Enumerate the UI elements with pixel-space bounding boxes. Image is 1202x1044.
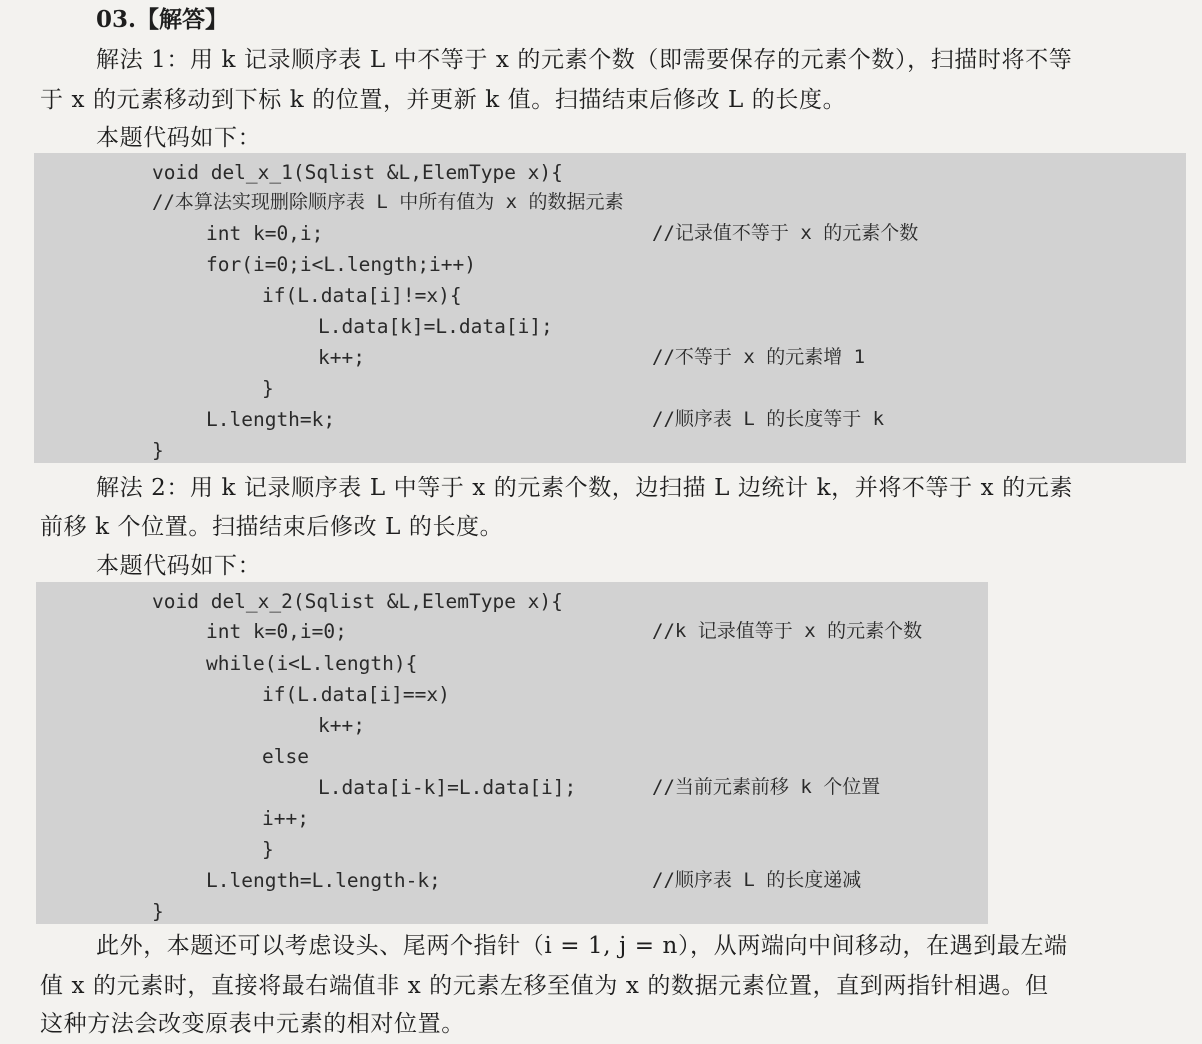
code1-line: for(i=0;i<L.length;i++) — [206, 253, 477, 276]
code2-line: int k=0,i=0; — [206, 620, 347, 643]
code1-line: if(L.data[i]!=x){ — [262, 284, 462, 307]
code1-line: int k=0,i; — [206, 222, 324, 245]
code2-comment: //当前元素前移 k 个位置 — [652, 776, 881, 798]
code1-comment: //记录值不等于 x 的元素个数 — [652, 222, 919, 244]
code1-line: void del_x_1(Sqlist &L,ElemType x){ — [152, 161, 563, 184]
code2-line: i++; — [262, 807, 309, 830]
code2-line: if(L.data[i]==x) — [262, 683, 450, 706]
code2-line: } — [152, 900, 164, 923]
method1-line1: 解法 1：用 k 记录顺序表 L 中不等于 x 的元素个数（即需要保存的元素个数），扫描时将不等 — [96, 47, 1073, 73]
code1-line: L.data[k]=L.data[i]; — [318, 315, 553, 338]
code2-line: k++; — [318, 714, 365, 737]
code1-line: } — [262, 377, 274, 400]
code1-line: k++; — [318, 346, 365, 369]
code2-line: while(i<L.length){ — [206, 652, 418, 675]
code1-line: } — [152, 439, 164, 462]
method1-code-intro: 本题代码如下： — [96, 125, 262, 151]
code1-line: //本算法实现删除顺序表 L 中所有值为 x 的数据元素 — [152, 191, 624, 213]
method1-line2: 于 x 的元素移动到下标 k 的位置，并更新 k 值。扫描结束后修改 L 的长度。 — [40, 87, 847, 113]
closing-line3: 这种方法会改变原表中元素的相对位置。 — [40, 1011, 465, 1037]
method2-line2: 前移 k 个位置。扫描结束后修改 L 的长度。 — [40, 514, 504, 540]
method2-code-intro: 本题代码如下： — [96, 553, 262, 579]
code1-comment: //不等于 x 的元素增 1 — [652, 346, 866, 368]
answer-heading: 03.【解答】 — [96, 6, 229, 33]
code1-line: L.length=k; — [206, 408, 336, 431]
method2-line1: 解法 2：用 k 记录顺序表 L 中等于 x 的元素个数，边扫描 L 边统计 k，并将不等于 x 的元素 — [96, 475, 1073, 501]
code2-comment: //顺序表 L 的长度递减 — [652, 869, 862, 891]
code2-line: L.data[i-k]=L.data[i]; — [318, 776, 577, 799]
code2-line: L.length=L.length-k; — [206, 869, 441, 892]
code1-comment: //顺序表 L 的长度等于 k — [652, 408, 885, 430]
code2-line: } — [262, 838, 274, 861]
code2-line: void del_x_2(Sqlist &L,ElemType x){ — [152, 590, 563, 613]
code2-line: else — [262, 745, 309, 768]
code2-comment: //k 记录值等于 x 的元素个数 — [652, 620, 923, 642]
closing-line2: 值 x 的元素时，直接将最右端值非 x 的元素左移至值为 x 的数据元素位置，直到两指针相遇。但 — [40, 973, 1049, 999]
closing-line1: 此外，本题还可以考虑设头、尾两个指针（i = 1, j = n），从两端向中间移动，在遇到最左端 — [96, 933, 1068, 959]
